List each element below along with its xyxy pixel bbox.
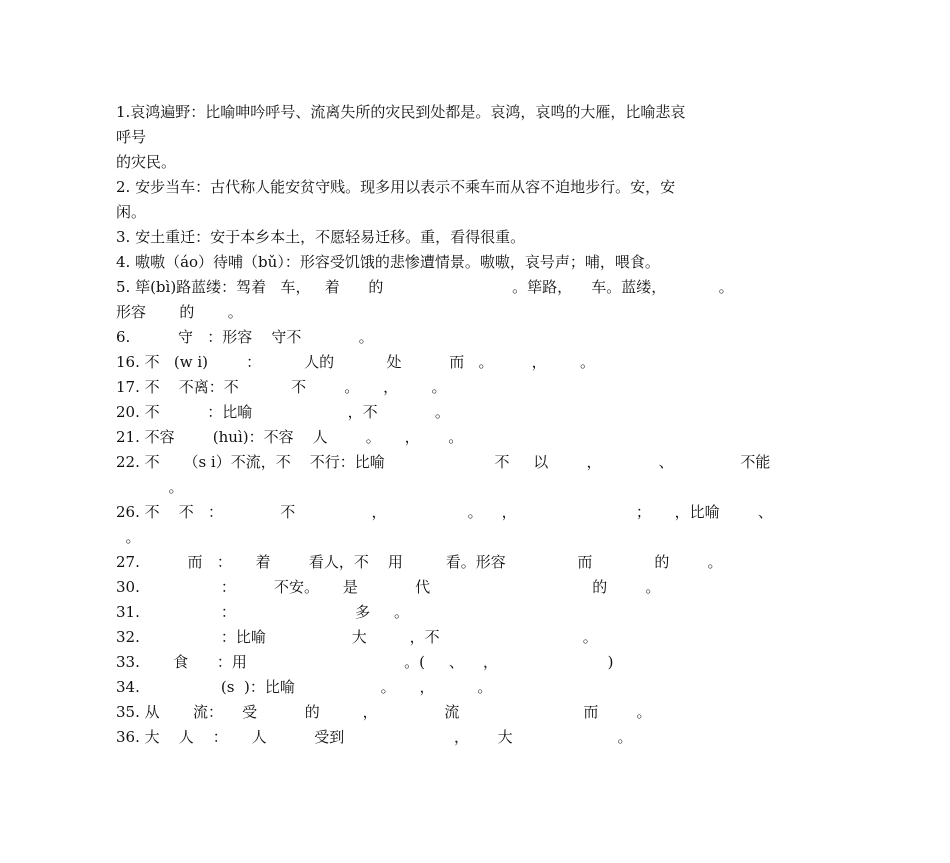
text-line: 22. 不 （s i）不流，不 不行：比喻 不 以 ， 、 不能 xyxy=(116,453,771,471)
text-line: 27. 而 ： 着 看人，不 用 看。形容 而 的 。 xyxy=(116,553,723,571)
text-line: 33. 食 ：用 。( 、 ， ) xyxy=(116,653,614,671)
text-line: 闲。 xyxy=(116,203,147,221)
text-line: 4. 嗷嗷（áo）待哺（bǔ）：形容受饥饿的悲惨遭情景。嗷嗷，哀号声；哺，喂食。 xyxy=(116,253,660,271)
text-line: 5. 筚(bì)路蓝缕：驾着 车， 着 的 。筚路， 车。蓝缕， 。 xyxy=(116,278,734,296)
text-line: 的灾民。 xyxy=(116,153,177,171)
text-line: 21. 不容 (huì)：不容 人 。 ， 。 xyxy=(116,428,464,446)
text-line: 36. 大 人 ： 人 受到 ， 大 。 xyxy=(116,728,633,746)
text-line: 31. ： 多 。 xyxy=(116,603,409,621)
text-line: 呼号 xyxy=(116,128,147,146)
text-line: 形容 的 。 xyxy=(116,303,243,321)
document-page xyxy=(116,100,773,750)
text-line: 16. 不 (w i) ： 人的 处 而 。 ， 。 xyxy=(116,353,596,371)
text-line: 35. 从 流： 受 的 ， 流 而 。 xyxy=(116,703,652,721)
text-line: 6. 守 ：形容 守不 。 xyxy=(116,328,374,346)
text-line: 34. (s )：比喻 。 ， 。 xyxy=(116,678,493,696)
text-line: 17. 不 不离：不 不 。 ， 。 xyxy=(116,378,447,396)
text-line: 32. ：比喻 大 ，不 。 xyxy=(116,628,598,646)
text-line: 26. 不 不 ： 不 ， 。 ， ； ，比喻 、 xyxy=(116,503,773,521)
text-line: 20. 不 ：比喻 ，不 。 xyxy=(116,403,450,421)
text-line: 1.哀鸿遍野：比喻呻吟呼号、流离失所的灾民到处都是。哀鸿，哀鸣的大雁，比喻悲哀 xyxy=(116,103,686,121)
text-line: 30. ： 不安。 是 代 的 。 xyxy=(116,578,661,596)
text-line: 。 xyxy=(116,528,141,546)
text-line: 。 xyxy=(116,478,184,496)
text-line: 3. 安土重迁：安于本乡本土，不愿轻易迁移。重，看得很重。 xyxy=(116,228,526,246)
text-line: 2. 安步当车：古代称人能安贫守贱。现多用以表示不乘车而从容不迫地步行。安，安 xyxy=(116,178,676,196)
